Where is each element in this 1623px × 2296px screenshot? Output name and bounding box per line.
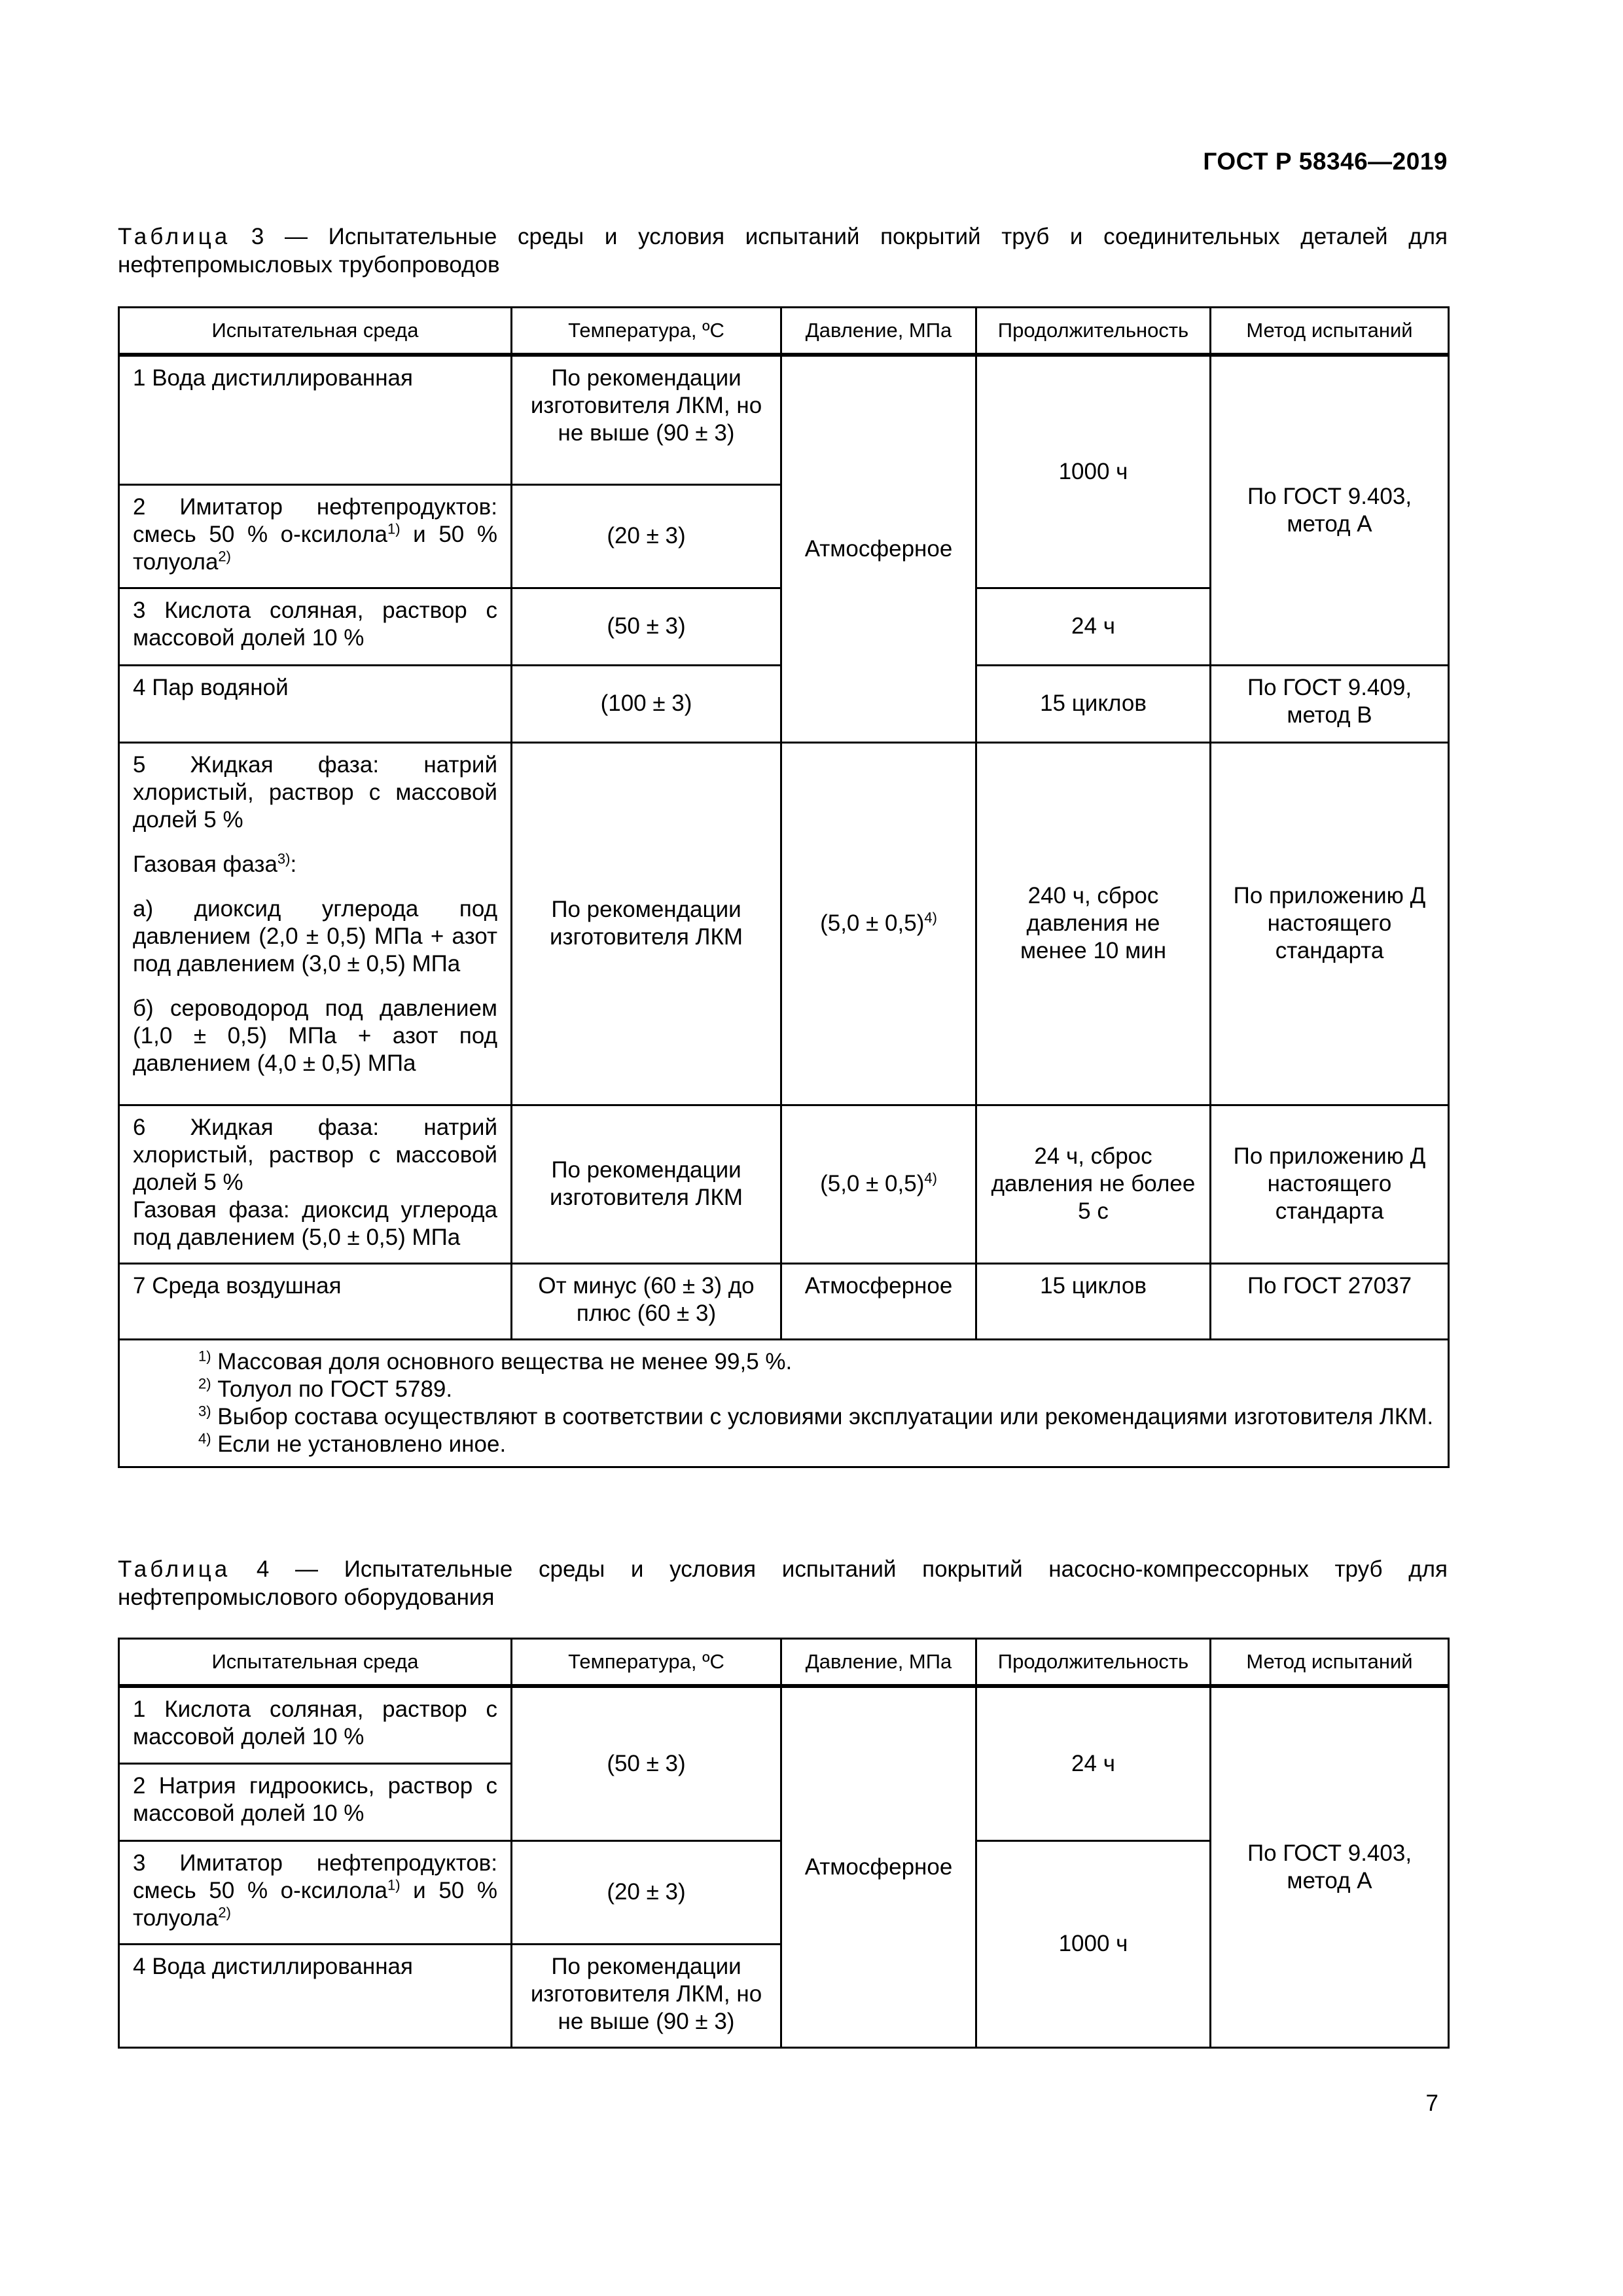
- footnote-mark: 3): [198, 1402, 211, 1419]
- cell-text: 2 Имитатор нефтепродуктов: смесь 50 % о-ксилола: [133, 493, 497, 547]
- table-cell: 15 циклов: [976, 1263, 1211, 1339]
- table3-col-pressure: Давление, МПа: [781, 308, 976, 355]
- table-cell: [119, 1840, 512, 1944]
- footnote-text: Массовая доля основного вещества не менее 99,5 %.: [211, 1348, 793, 1374]
- table3-caption-text: 3 — Испытательные среды и условия испытаний покрытий труб и соединительных деталей для нефтепромысловых трубопроводов: [118, 224, 1448, 278]
- footnote-ref: 2): [218, 547, 231, 564]
- footnote-ref: 4): [924, 909, 937, 926]
- table-cell: По приложению Д настоящего стандарта: [1211, 1105, 1449, 1263]
- table-cell: [781, 742, 976, 1105]
- footnote: [133, 1348, 1435, 1376]
- footnote: [133, 1376, 1435, 1403]
- table3-col-method: Метод испытаний: [1211, 308, 1449, 355]
- table4-col-duration: Продолжительность: [976, 1639, 1211, 1687]
- table-cell: По рекомендации изготовителя ЛКМ, но не выше (90 ± 3): [512, 1944, 781, 2047]
- table-cell: 24 ч: [976, 1686, 1211, 1840]
- cell-text: (5,0 ± 0,5): [820, 1171, 925, 1196]
- table-row: [119, 1686, 1449, 1763]
- table-cell: По ГОСТ 9.403, метод А: [1211, 1686, 1449, 2047]
- table3-header-row: [119, 308, 1449, 355]
- table-cell: 1 Кислота соляная, раствор с массовой долей 10 %: [119, 1686, 512, 1763]
- cell-paragraph: 5 Жидкая фаза: натрий хлористый, раствор с массовой долей 5 %: [133, 751, 497, 833]
- table-cell: Атмосферное: [781, 1686, 976, 2047]
- footnote-ref: 2): [218, 1903, 231, 1920]
- table4-header-row: [119, 1639, 1449, 1687]
- table3-caption: [118, 223, 1448, 279]
- table-cell: (50 ± 3): [512, 588, 781, 665]
- cell-text: и 50 % толуола: [133, 1877, 498, 1931]
- footnote-text: Выбор состава осуществляют в соответствии с условиями эксплуатации или рекомендациями изготовителя ЛКМ.: [211, 1403, 1434, 1429]
- cell-paragraph: [133, 851, 497, 878]
- footnotes-row: [119, 1339, 1449, 1467]
- table4-col-temperature: Температура, ºС: [512, 1639, 781, 1687]
- table3: [118, 306, 1450, 1468]
- table-cell: 4 Вода дистиллированная: [119, 1944, 512, 2047]
- table-cell: От минус (60 ± 3) до плюс (60 ± 3): [512, 1263, 781, 1339]
- table4-col-pressure: Давление, МПа: [781, 1639, 976, 1687]
- footnotes: [119, 1339, 1449, 1467]
- table-cell: 4 Пар водяной: [119, 665, 512, 742]
- table3-col-duration: Продолжительность: [976, 308, 1211, 355]
- footnote-text: Толуол по ГОСТ 5789.: [211, 1376, 453, 1402]
- footnote-ref: 1): [387, 520, 401, 537]
- table-cell: По рекомендации изготовителя ЛКМ: [512, 742, 781, 1105]
- table4-col-method: Метод испытаний: [1211, 1639, 1449, 1687]
- table-row: [119, 742, 1449, 1105]
- footnote-mark: 1): [198, 1347, 211, 1364]
- table-cell: [119, 742, 512, 1105]
- table-cell: (20 ± 3): [512, 1840, 781, 1944]
- footnote-mark: 2): [198, 1374, 211, 1391]
- table-cell: 1 Вода дистиллированная: [119, 355, 512, 484]
- table-cell: [119, 484, 512, 588]
- table-cell: По приложению Д настоящего стандарта: [1211, 742, 1449, 1105]
- cell-text: 3 Имитатор нефтепродуктов: смесь 50 % о-ксилола: [133, 1850, 497, 1903]
- cell-paragraph: б) сероводород под давлением (1,0 ± 0,5) МПа + азот под давлением (4,0 ± 0,5) МПа: [133, 995, 497, 1076]
- table-cell: По рекомендации изготовителя ЛКМ: [512, 1105, 781, 1263]
- footnote: [133, 1403, 1435, 1431]
- footnote-ref: 3): [277, 850, 291, 867]
- table-cell: По рекомендации изготовителя ЛКМ, но не выше (90 ± 3): [512, 355, 781, 484]
- cell-text: и 50 % толуола: [133, 521, 498, 575]
- table-cell: 3 Кислота соляная, раствор с массовой долей 10 %: [119, 588, 512, 665]
- cell-text: :: [290, 851, 297, 877]
- table-cell: По ГОСТ 9.409, метод В: [1211, 665, 1449, 742]
- table-row: [119, 1263, 1449, 1339]
- cell-paragraph: а) диоксид углерода под давлением (2,0 ± 0,5) МПа + азот под давлением (3,0 ± 0,5) МПа: [133, 895, 497, 977]
- table-cell: Атмосферное: [781, 355, 976, 742]
- cell-paragraph: 6 Жидкая фаза: натрий хлористый, раствор с массовой долей 5 %: [133, 1114, 497, 1195]
- cell-text: Газовая фаза: [133, 851, 277, 877]
- table-cell: (50 ± 3): [512, 1686, 781, 1840]
- table4: [118, 1638, 1450, 2049]
- table-cell: [781, 1105, 976, 1263]
- table4-caption: [118, 1555, 1448, 1611]
- table4-col-medium: Испытательная среда: [119, 1639, 512, 1687]
- cell-paragraph: Газовая фаза: диоксид углерода под давлением (5,0 ± 0,5) МПа: [133, 1196, 497, 1250]
- cell-text: (5,0 ± 0,5): [820, 910, 925, 936]
- table-cell: По ГОСТ 27037: [1211, 1263, 1449, 1339]
- table-cell: По ГОСТ 9.403, метод А: [1211, 355, 1449, 665]
- table-cell: 240 ч, сброс давления не менее 10 мин: [976, 742, 1211, 1105]
- table-cell: Атмосферное: [781, 1263, 976, 1339]
- table-cell: 24 ч: [976, 588, 1211, 665]
- table-cell: [119, 1105, 512, 1263]
- page-number: 7: [1425, 2090, 1438, 2116]
- table-cell: 2 Натрия гидроокись, раствор с массовой долей 10 %: [119, 1763, 512, 1840]
- table4-caption-label: Таблица: [118, 1556, 231, 1582]
- table-cell: 24 ч, сброс давления не более 5 с: [976, 1105, 1211, 1263]
- table3-caption-label: Таблица: [118, 224, 231, 249]
- table-cell: 15 циклов: [976, 665, 1211, 742]
- table3-col-temperature: Температура, ºС: [512, 308, 781, 355]
- footnote: [133, 1431, 1435, 1458]
- table-cell: (20 ± 3): [512, 484, 781, 588]
- table-cell: 1000 ч: [976, 355, 1211, 588]
- table4-caption-text: 4 — Испытательные среды и условия испытаний покрытий насосно-компрессорных труб для нефтепромыслового оборудования: [118, 1556, 1448, 1610]
- table-cell: 1000 ч: [976, 1840, 1211, 2047]
- table-row: [119, 355, 1449, 484]
- footnote-text: Если не установлено иное.: [211, 1431, 507, 1457]
- table-row: [119, 1105, 1449, 1263]
- table-cell: (100 ± 3): [512, 665, 781, 742]
- footnote-ref: 4): [924, 1170, 937, 1187]
- table3-col-medium: Испытательная среда: [119, 308, 512, 355]
- table-cell: 7 Среда воздушная: [119, 1263, 512, 1339]
- document-id: ГОСТ Р 58346—2019: [1203, 148, 1448, 175]
- footnote-mark: 4): [198, 1429, 211, 1446]
- footnote-ref: 1): [387, 1876, 401, 1893]
